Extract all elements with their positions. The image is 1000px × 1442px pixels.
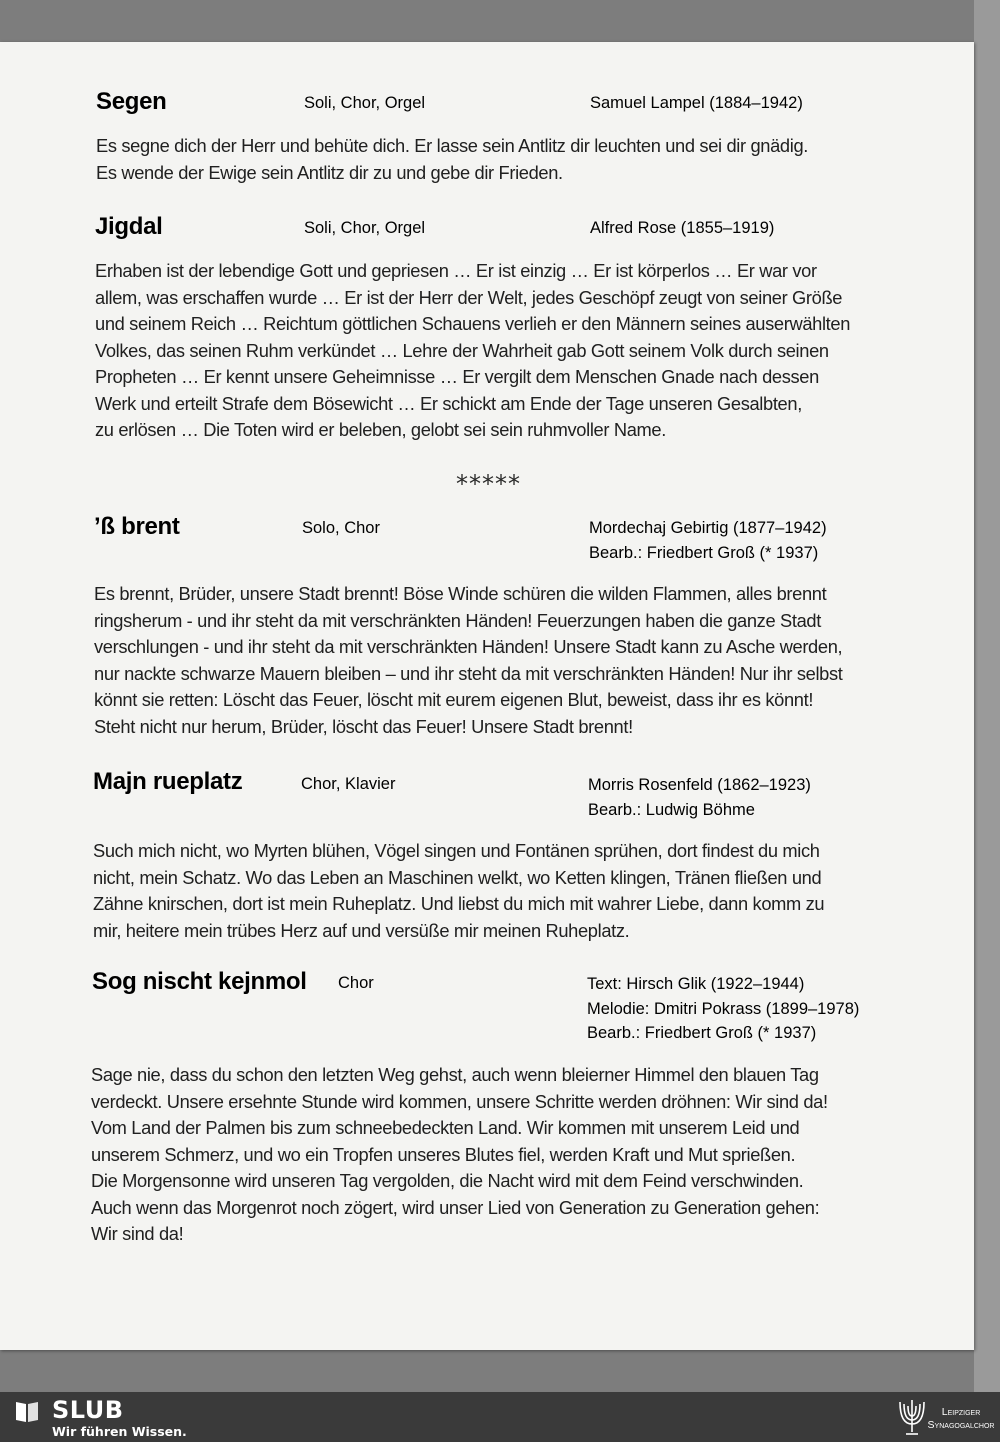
slub-tagline: Wir führen Wissen. xyxy=(52,1424,187,1439)
song-voices: Soli, Chor, Orgel xyxy=(304,219,426,237)
text-line: Es wende der Ewige sein Antlitz dir zu und gebe dir Frieden. xyxy=(96,161,563,183)
text-line: mir, heitere mein trübes Herz auf und versüße mir meinen Ruheplatz. xyxy=(93,919,630,941)
text-line: zu erlösen … Die Toten wird er beleben, gelobt sei sein ruhmvoller Name. xyxy=(95,419,666,440)
song-credits xyxy=(588,773,811,822)
text-line: Werk und erteilt Strafe dem Bösewicht … Er schickt am Ende der Tage unseren Gesalbten, xyxy=(95,392,802,414)
text-line: allem, was erschaffen wurde … Er ist der Herr der Welt, jedes Geschöpf zeugt von seiner Größe xyxy=(95,286,843,308)
song-credits xyxy=(589,516,827,565)
song-voices: Chor xyxy=(338,974,374,992)
song-text xyxy=(96,133,808,186)
text-line: Vom Land der Palmen bis zum schneebedeckten Land. Wir kommen mit unserem Leid und xyxy=(91,1117,800,1138)
section-separator: ***** xyxy=(456,470,521,498)
credit-line: Bearb.: Friedbert Groß (* 1937) xyxy=(587,1024,817,1042)
credit-line: Samuel Lampel (1884–1942) xyxy=(590,94,803,112)
text-line: verschlungen - und ihr steht da mit verschränkten Händen! Unsere Stadt kann zu Asche werden, xyxy=(94,636,843,657)
text-line: verdeckt. Unsere ersehnte Stunde wird kommen, unsere Schritte werden dröhnen: Wir sind da! xyxy=(91,1090,828,1112)
credit-line: Bearb.: Friedbert Groß (* 1937) xyxy=(589,543,819,562)
text-line: nicht, mein Schatz. Wo das Leben an Maschinen welkt, wo Ketten klingen, Tränen fließen und xyxy=(93,866,822,888)
song-voices: Solo, Chor xyxy=(302,519,380,537)
song-credits xyxy=(587,972,859,1046)
text-line: Erhaben ist der lebendige Gott und gepriesen … Er ist einzig … Er ist körperlos … Er war vor xyxy=(95,260,817,281)
credit-line: Morris Rosenfeld (1862–1923) xyxy=(588,776,811,794)
song-title: Majn rueplatz xyxy=(93,768,243,795)
partner-name-line: Leipziger xyxy=(941,1406,981,1418)
text-line: und seinem Reich … Reichtum göttlichen Schauens verlieh er den Männern seines auserwählten xyxy=(95,313,851,334)
page-content xyxy=(0,42,974,1350)
text-line: Wir sind da! xyxy=(91,1223,184,1244)
text-line: Propheten … Er kennt unsere Geheimnisse … Er vergilt dem Menschen Gnade nach dessen xyxy=(95,366,819,387)
text-line: ringsherum - und ihr steht da mit verschränkten Händen! Feuerzungen haben die ganze Stadt xyxy=(94,609,821,631)
song-text xyxy=(94,581,843,740)
song-voices: Chor, Klavier xyxy=(301,775,396,793)
song-credits xyxy=(590,216,774,241)
song-title: ’ß brent xyxy=(94,513,180,540)
song-text xyxy=(91,1062,828,1248)
partner-logo-text xyxy=(922,1406,1000,1432)
scan-edge xyxy=(974,0,1000,1392)
footer-bar xyxy=(0,1392,1000,1442)
song-title: Jigdal xyxy=(95,213,163,240)
partner-name-line: Synagogalchor xyxy=(927,1419,995,1431)
text-line: nur nackte schwarze Mauern bleiben – und ihr steht da mit verschränkten Händen! Nur ihr selbst xyxy=(94,662,843,684)
song-title: Sog nischt kejnmol xyxy=(92,968,307,995)
text-line: Die Morgensonne wird unseren Tag vergolden, die Nacht wird mit dem Feind verschwinden. xyxy=(91,1170,804,1191)
text-line: Zähne knirschen, dort ist mein Ruheplatz. Und liebst du mich mit wahrer Liebe, dann komm zu xyxy=(93,893,825,914)
slub-wordmark: SLUB xyxy=(52,1396,124,1424)
text-line: Volkes, das seinen Ruhm verkündet … Lehre der Wahrheit gab Gott seinem Volk durch seinen xyxy=(95,339,829,361)
text-line: Steht nicht nur herum, Brüder, löscht das Feuer! Unsere Stadt brennt! xyxy=(94,715,633,737)
text-line: Such mich nicht, wo Myrten blühen, Vögel singen und Fontänen sprühen, dort findest du mich xyxy=(93,840,820,861)
text-line: Es brennt, Brüder, unsere Stadt brennt! Böse Winde schüren die wilden Flammen, alles brennt xyxy=(94,583,827,604)
slub-book-icon xyxy=(14,1400,40,1424)
document-page xyxy=(0,42,974,1350)
text-line: Sage nie, dass du schon den letzten Weg gehst, auch wenn bleierner Himmel den blauen Tag xyxy=(91,1064,819,1085)
credit-line: Mordechaj Gebirtig (1877–1942) xyxy=(589,519,827,537)
song-credits xyxy=(590,91,803,116)
text-line: könnt sie retten: Löscht das Feuer, löscht mit eurem eigenen Blut, beweist, dass ihr es könnt! xyxy=(94,689,814,710)
text-line: Auch wenn das Morgenrot noch zögert, wird unser Lied von Generation zu Generation gehen: xyxy=(91,1196,820,1218)
credit-line: Text: Hirsch Glik (1922–1944) xyxy=(587,975,805,993)
credit-line: Alfred Rose (1855–1919) xyxy=(590,219,775,237)
credit-line: Bearb.: Ludwig Böhme xyxy=(588,800,755,819)
song-voices: Soli, Chor, Orgel xyxy=(304,94,426,112)
credit-line: Melodie: Dmitri Pokrass (1899–1978) xyxy=(587,999,860,1018)
text-line: Es segne dich der Herr und behüte dich. Er lasse sein Antlitz dir leuchten und sei dir gnädig. xyxy=(96,135,808,156)
song-text xyxy=(95,258,850,444)
song-title: Segen xyxy=(96,88,167,115)
text-line: unserem Schmerz, und wo ein Tropfen unseres Blutes fiel, werden Kraft und Mut sprießen. xyxy=(91,1143,796,1165)
song-text xyxy=(93,838,824,944)
